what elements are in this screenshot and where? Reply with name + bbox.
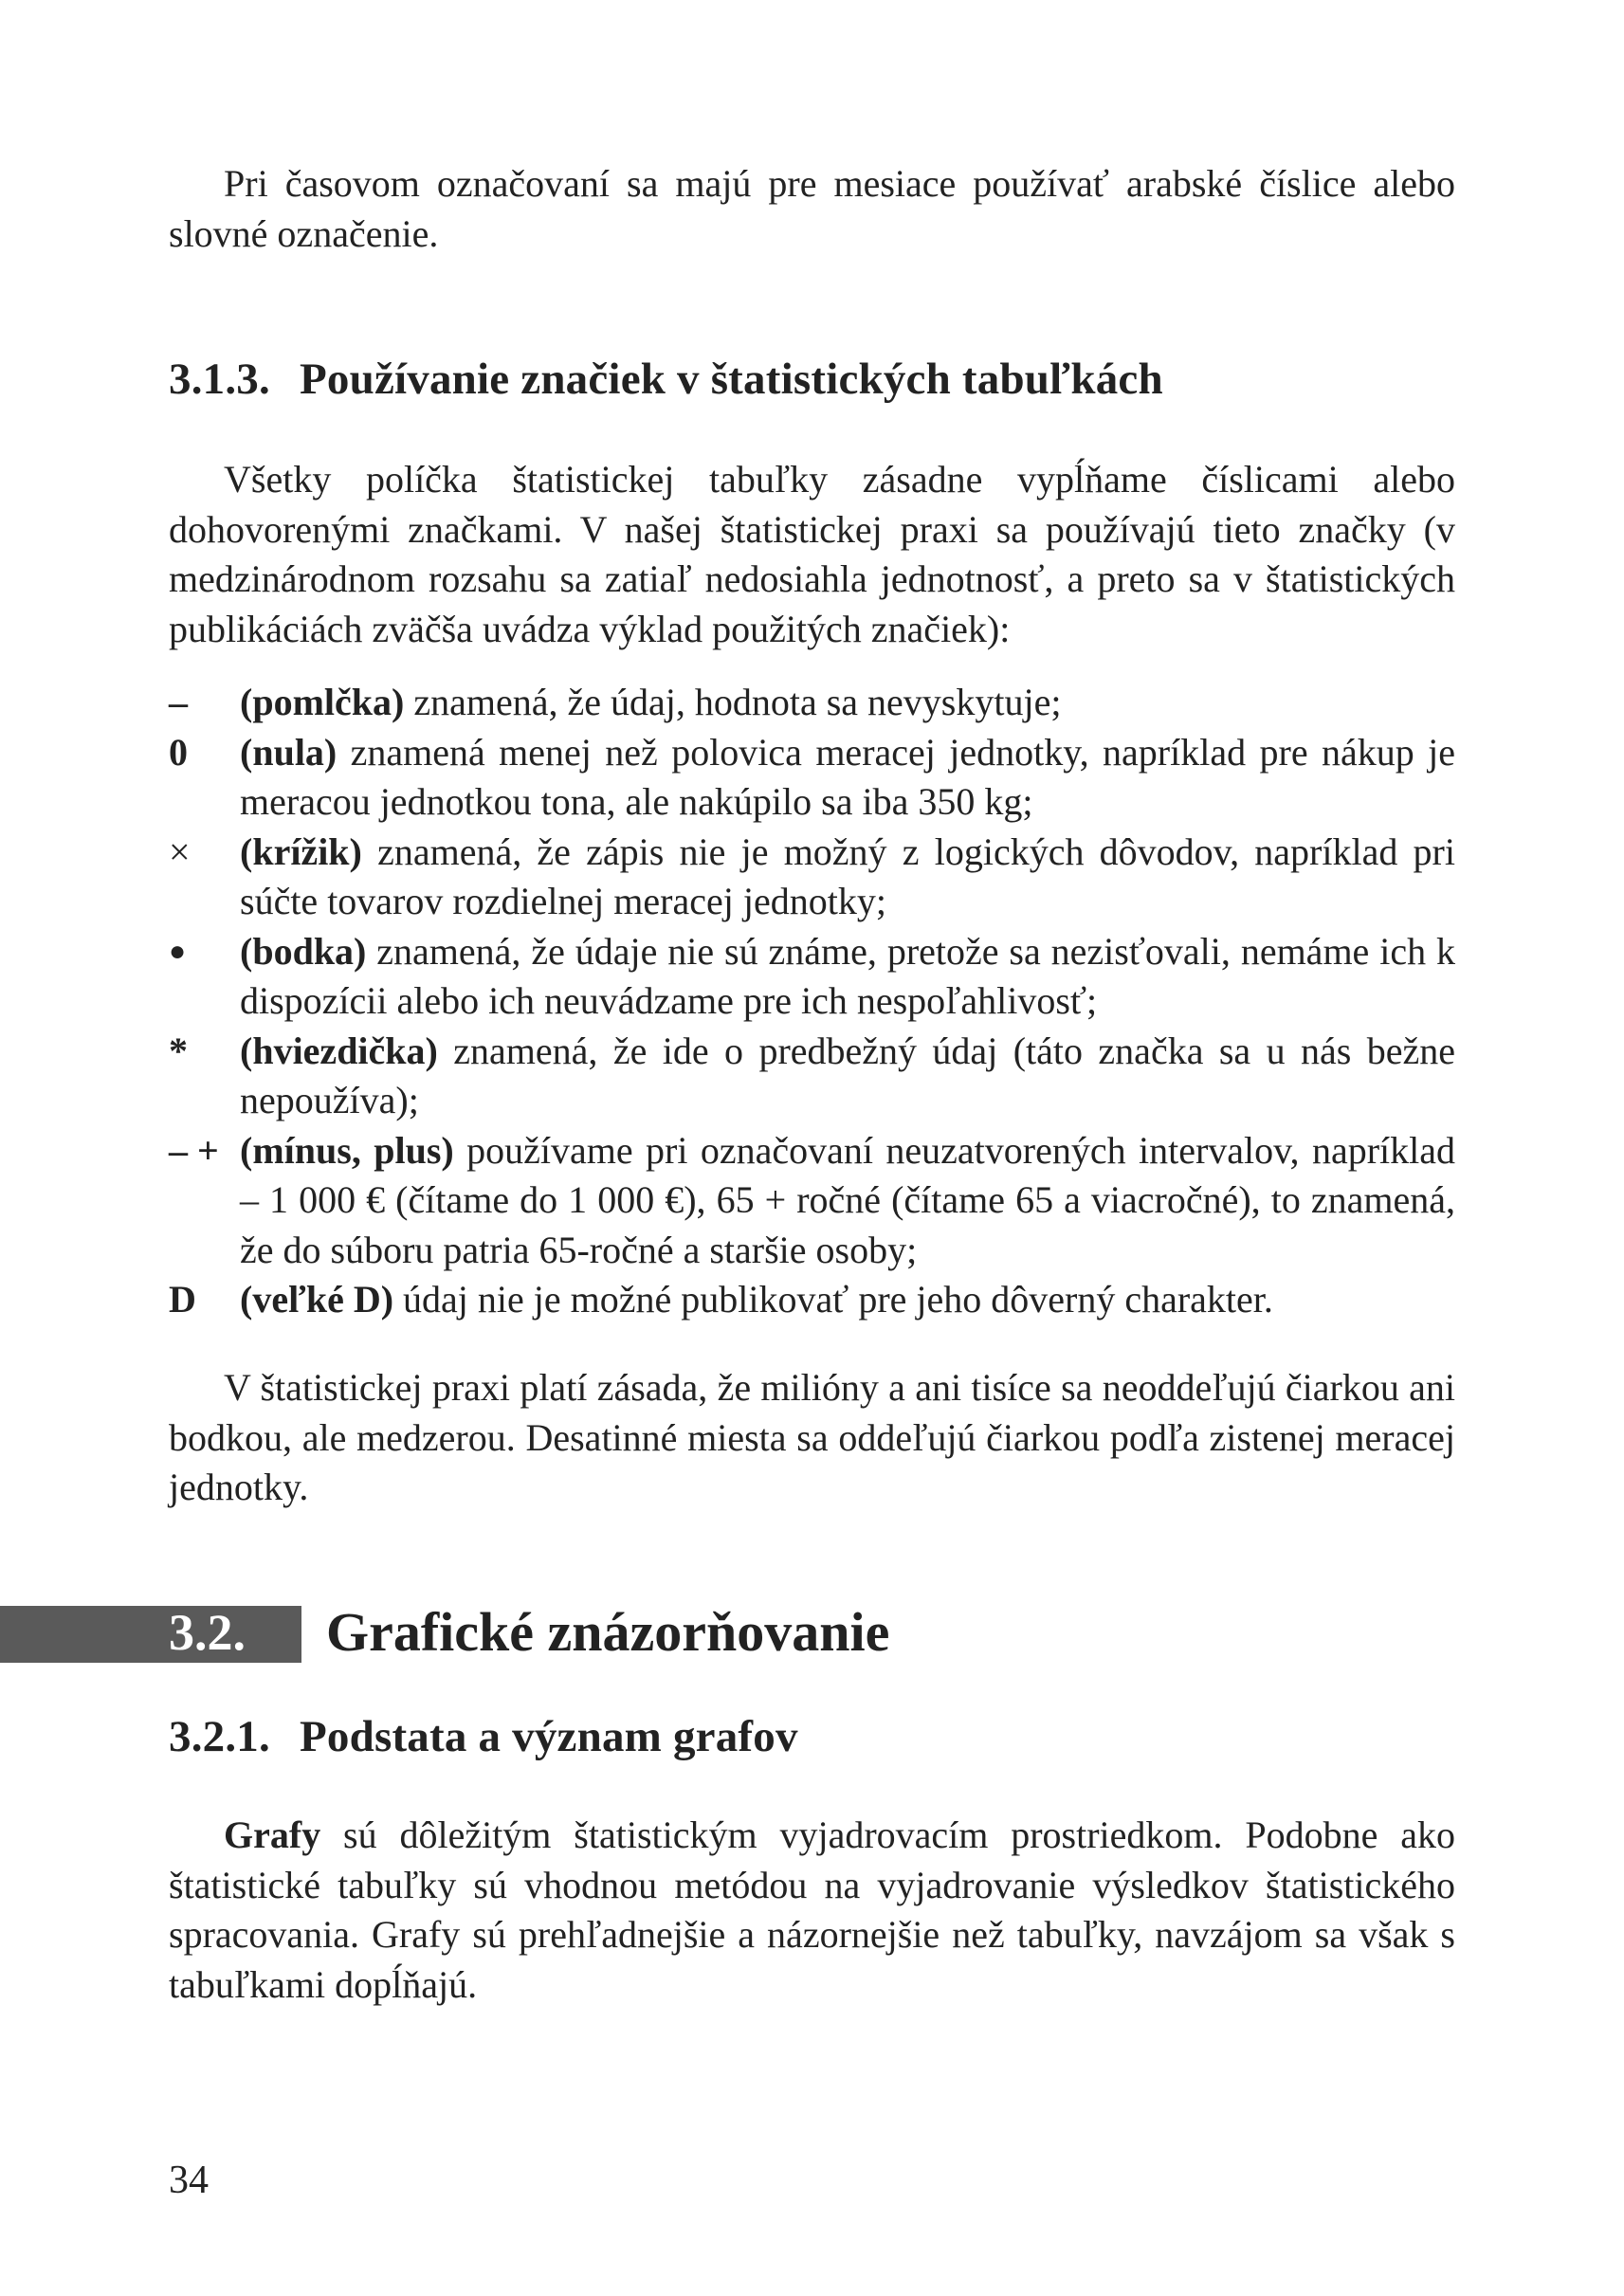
subsection-number: 3.2.1. (169, 1712, 270, 1761)
symbol-dot: ● (169, 935, 187, 967)
symbol-term: (nula) (240, 730, 338, 774)
symbol-zero: 0 (169, 730, 188, 774)
list-item (169, 1126, 1455, 1276)
symbol-description: používame pri označovaní neuzatvorených intervalov, napríklad – 1 000 € (čítame do 1 000 €), 65 + ročné (čítame 65 a viacročné), to znamená, že do súboru patria 65-ročné a staršie osoby; (240, 1128, 1455, 1271)
subsection-title: Podstata a význam grafov (300, 1712, 798, 1761)
symbol-description: znamená, že údaj, hodnota sa nevyskytuje; (404, 681, 1062, 723)
symbol-list (169, 678, 1455, 1325)
symbol-term: (pomlčka) (240, 681, 405, 723)
paragraph-separators: V štatistickej praxi platí zásada, že milióny a ani tisíce sa neoddeľujú čiarkou ani bodkou, ale medzerou. Desatinné miesta sa oddeľujú čiarkou podľa zistenej meracej jednotky. (169, 1366, 1455, 1508)
symbol-description: údaj nie je možné publikovať pre jeho dôverný charakter. (393, 1278, 1273, 1321)
paragraph-cells: Všetky políčka štatistickej tabuľky zásadne vypĺňame číslicami alebo dohovorenými značkami. V našej štatistickej praxi sa používajú tieto značky (v medzinárodnom rozsahu sa zatiaľ nedosiahla jednotnosť, a preto sa v štatistických publikáciách zväčša uvádza výklad použitých značiek): (169, 458, 1455, 650)
list-item (169, 678, 1455, 728)
symbol-asterisk: * (169, 1029, 188, 1072)
symbol-description: znamená menej než polovica meracej jednotky, napríklad pre nákup je meracou jednotkou tona, ale nakúpilo sa iba 350 kg; (240, 730, 1455, 823)
section-number: 3.2. (169, 1604, 246, 1661)
symbol-minus-plus: – + (169, 1128, 219, 1172)
intro-paragraph: Pri časovom označovaní sa majú pre mesiace používať arabské číslice alebo slovné označenie. (169, 162, 1455, 255)
symbol-description: znamená, že zápis nie je možný z logických dôvodov, napríklad pri súčte tovarov rozdielnej meracej jednotky; (240, 829, 1455, 922)
section-number-bar (0, 1606, 301, 1663)
section-title: Grafické znázorňovanie (326, 1601, 890, 1663)
symbol-dash: – (169, 681, 188, 723)
list-item (169, 1027, 1455, 1126)
paragraph-graphs-text: sú dôležitým štatistickým vyjadrovacím prostriedkom. Podobne ako štatistické tabuľky sú vhodnou metódou na vyjadrovanie výsledkov štatistického spracovania. Grafy sú prehľadnejšie a názornejšie než tabuľky, navzájom sa však s tabuľkami dopĺňajú. (169, 1813, 1455, 2006)
subsection-heading-3-1-3 (169, 353, 1455, 406)
page-number: 34 (169, 2159, 209, 2202)
symbol-description: znamená, že ide o predbežný údaj (táto značka sa u nás bežne nepoužíva); (240, 1029, 1455, 1121)
paragraph-graphs (169, 1811, 1455, 2010)
symbol-term: (mínus, plus) (240, 1128, 454, 1172)
symbol-term: (veľké D) (240, 1278, 394, 1321)
symbol-description: znamená, že údaje nie sú známe, pretože sa nezisťovali, nemáme ich k dispozícii alebo ich neuvádzame pre ich nespoľahlivosť; (240, 929, 1455, 1022)
symbol-term: (krížik) (240, 829, 362, 873)
symbol-cross: × (169, 829, 191, 873)
symbol-term: (hviezdička) (240, 1029, 438, 1072)
subsection-heading-3-2-1 (169, 1710, 1455, 1763)
list-item (169, 927, 1455, 1027)
subsection-number: 3.1.3. (169, 355, 270, 404)
symbol-d: D (169, 1278, 196, 1321)
symbol-term: (bodka) (240, 929, 367, 973)
list-item (169, 728, 1455, 828)
term-grafy: Grafy (224, 1813, 321, 1856)
list-item (169, 828, 1455, 927)
subsection-title: Používanie značiek v štatistických tabuľkách (300, 355, 1163, 404)
list-item (169, 1275, 1455, 1325)
